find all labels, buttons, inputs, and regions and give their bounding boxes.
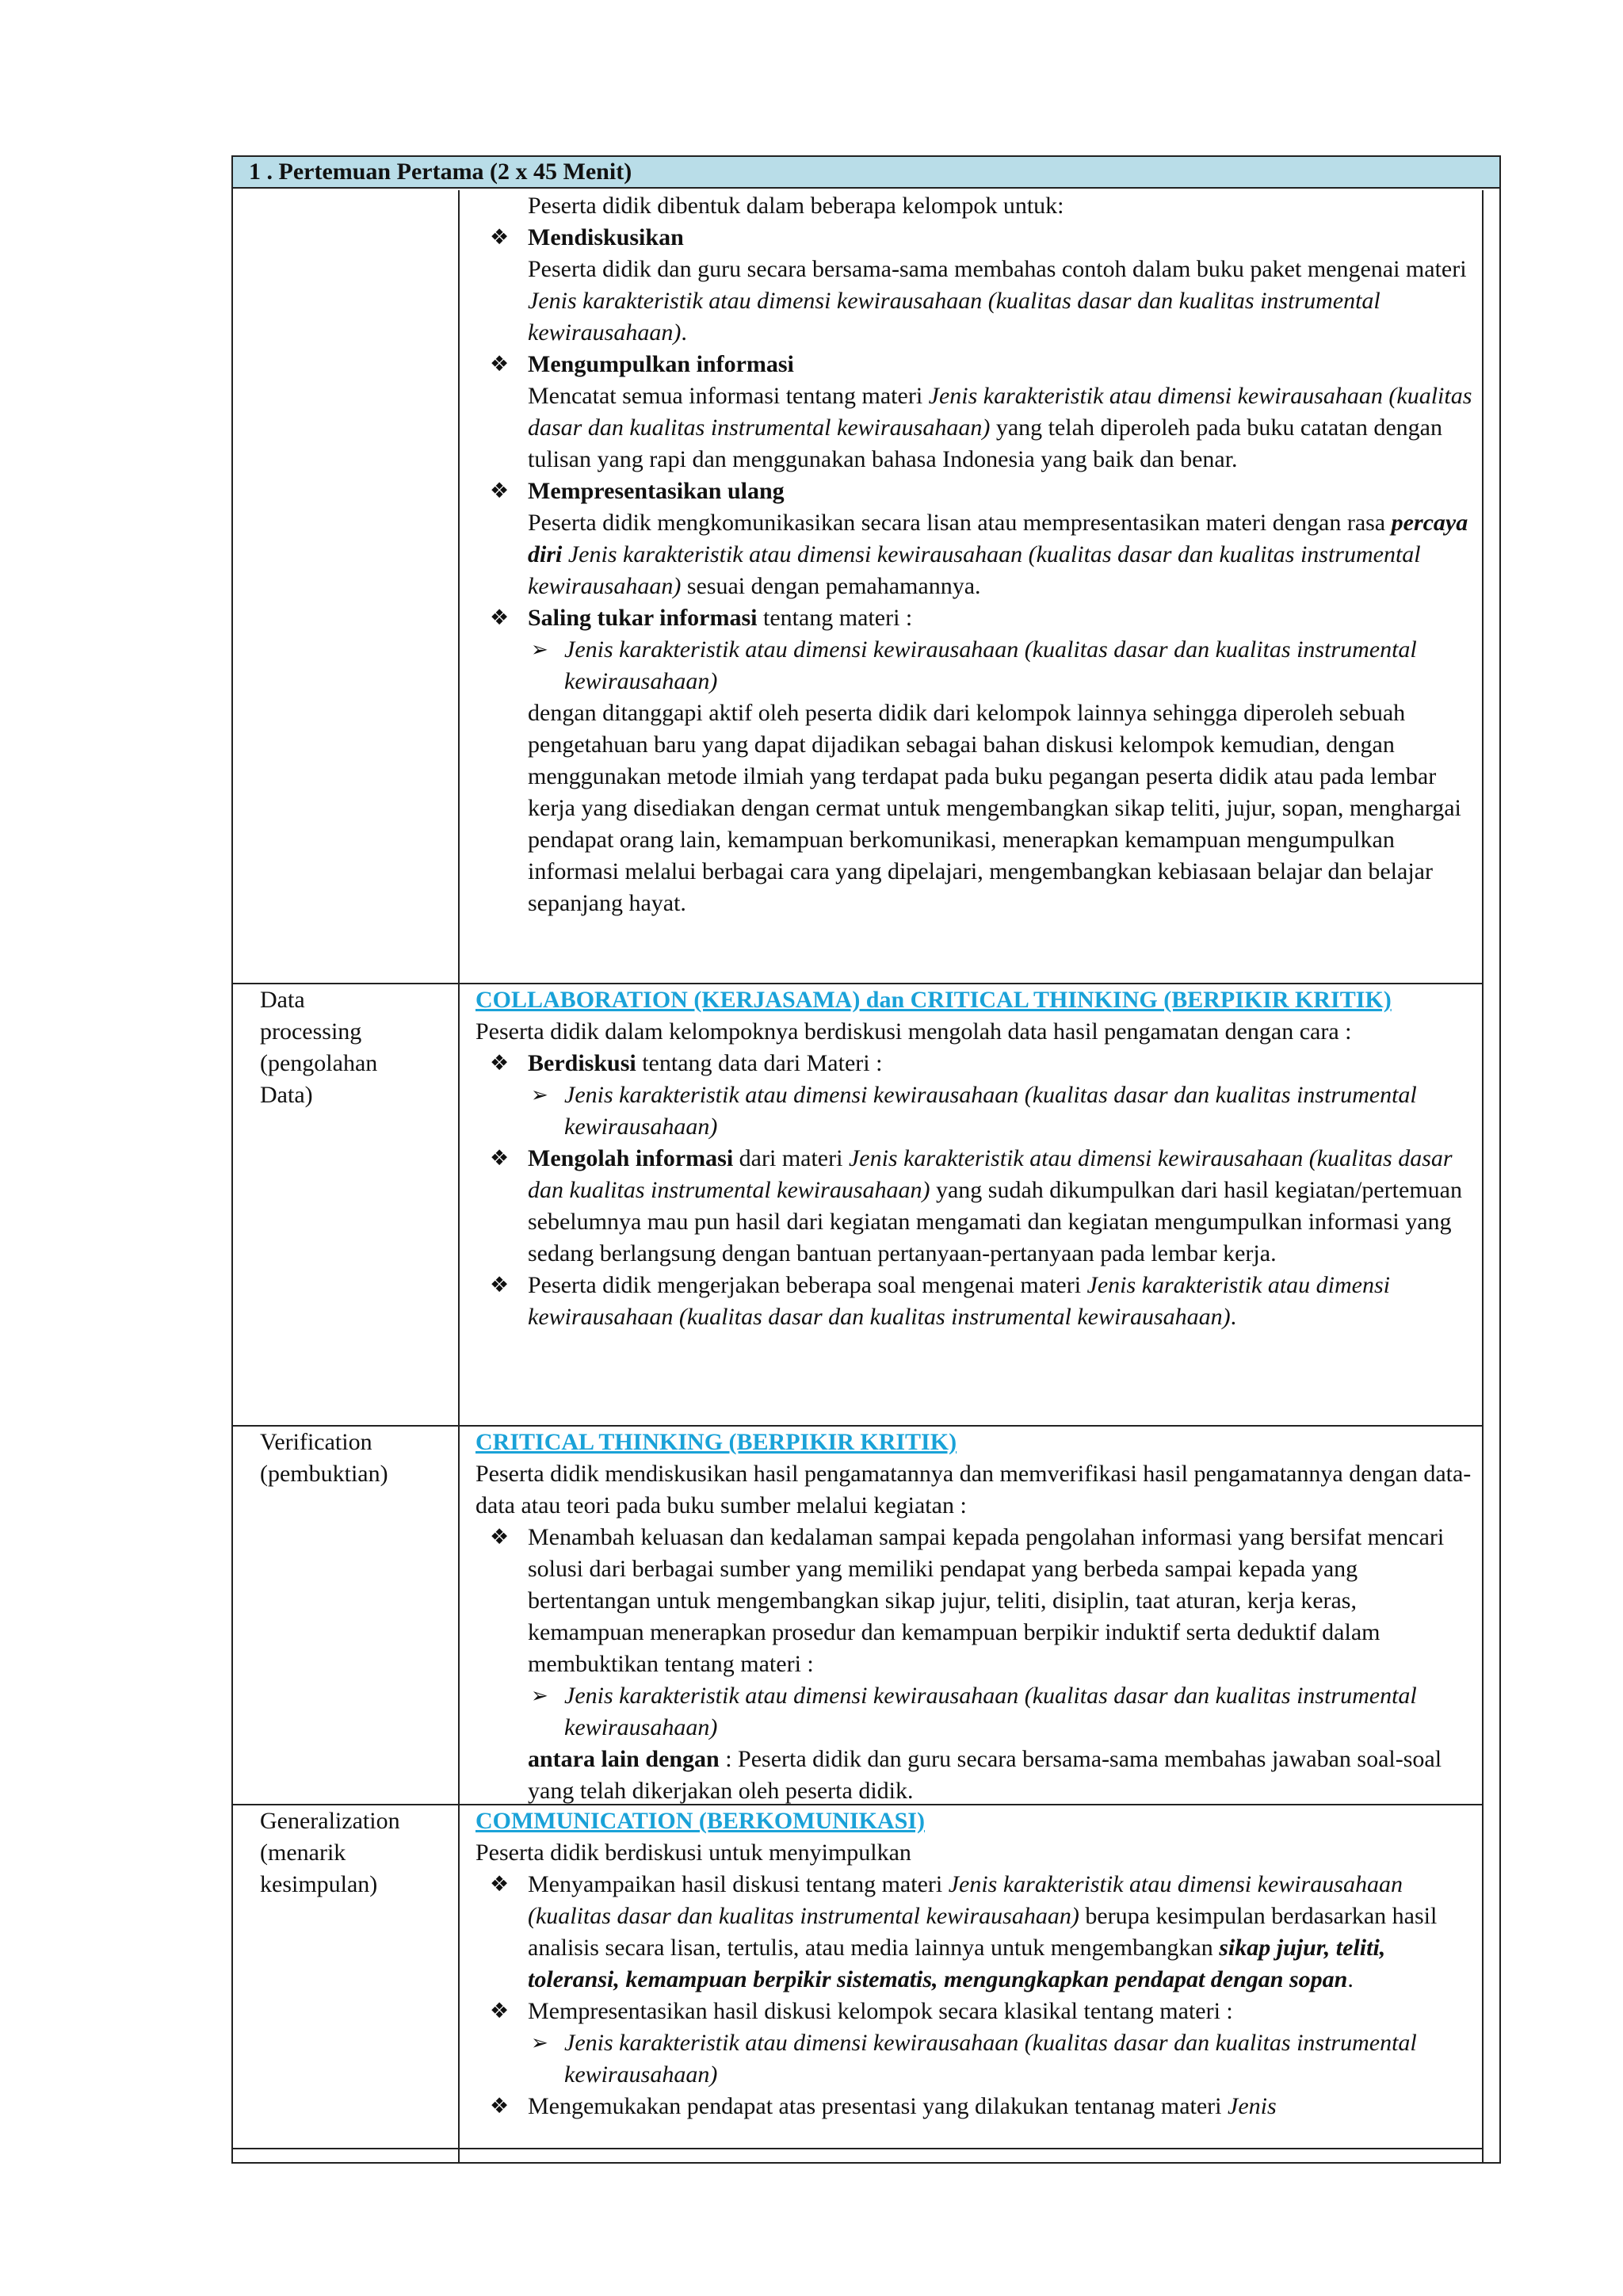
emphasis-text: sikap jujur, teliti, toleransi, kemampuan berpikir sistematis, mengungkapkan pendapat dengan sopan [528,1935,1386,1992]
meeting-header: 1 . Pertemuan Pertama (2 x 45 Menit) [233,157,1499,189]
diamond-bullet-icon: ❖ [490,1525,510,1549]
closing-paragraph: dengan ditanggapi aktif oleh peserta didik dari kelompok lainnya sehingga diperoleh sebuah pengetahuan baru yang dapat dijadikan sebagai bahan diskusi kelompok kemudian, dengan menggunakan metode ilmiah yang terdapat pada buku pegangan peserta didik atau pada lembar kerja yang disediakan dengan cermat untuk mengembangkan sikap teliti, jujur, sopan, menghargai pendapat orang lain, kemampuan berkomunikasi, menerapkan kemampuan mengumpulkan informasi melalui berbagai cara yang dipelajari, mengembangkan kebiasaan belajar dan belajar sepanjang hayat. [528,700,1461,916]
section-intro: Peserta didik dalam kelompoknya berdiskusi mengolah data hasil pengamatan dengan cara : [475,1018,1352,1045]
topic-text: Jenis karakteristik atau dimensi kewirausahaan (kualitas dasar dan kualitas instrumental kewirausahaan) [528,1145,1453,1203]
diamond-bullet-icon: ❖ [490,225,510,250]
diamond-bullet-icon: ❖ [490,1146,510,1171]
stage-label-cell: Data processing (pengolahan Data) [260,987,378,1108]
topic-text: Jenis karakteristik atau dimensi kewirausahaan (kualitas dasar dan kualitas instrumental kewirausahaan) [528,288,1381,346]
activity-cell [475,1805,1476,2122]
emphasis-text: percaya diri [528,510,1468,567]
list-item-berdiskusi: ❖ Berdiskusi tentang data dari Materi : [475,1048,1476,1079]
arrow-bullet-icon: ➢ [531,1684,548,1708]
diamond-bullet-icon: ❖ [490,1999,510,2023]
topic-text: Jenis karakteristik atau dimensi kewirausahaan (kualitas dasar dan kualitas instrumental kewirausahaan) [528,541,1421,599]
topic-text: Jenis karakteristik atau dimensi kewirausahaan (kualitas dasar dan kualitas instrumental kewirausahaan) [564,2030,1417,2088]
topic-text: Jenis karakteristik atau dimensi kewirausahaan (kualitas dasar dan kualitas instrumental kewirausahaan) [528,1272,1390,1330]
topic-text: Jenis karakteristik atau dimensi kewirausahaan (kualitas dasar dan kualitas instrumental kewirausahaan) [528,1871,1403,1929]
section-heading: COLLABORATION (KERJASAMA) dan CRITICAL THINKING (BERPIKIR KRITIK) [475,987,1392,1013]
item-title: Saling tukar informasi [528,605,758,631]
list-item-mengumpulkan: ❖ Mengumpulkan informasi Mencatat semua informasi tentang materi Jenis karakteristik atau dimensi kewirausahaan (kualitas dasar dan kualitas instrumental kewirausahaan) yang telah diperoleh pada buku catatan dengan tulisan yang rapi dan menggunakan bahasa Indonesia yang baik dan benar. [475,349,1476,476]
list-item-saling-tukar: ❖ Saling tukar informasi tentang materi : [475,602,1476,634]
list-item-mempresentasikan: ❖ Mempresentasikan hasil diskusi kelompok secara klasikal tentang materi : [475,1996,1476,2027]
item-title: Berdiskusi [528,1050,636,1076]
row-divider [233,2148,1482,2149]
topic-text: Jenis karakteristik atau dimensi kewirausahaan (kualitas dasar dan kualitas instrumental kewirausahaan) [564,1683,1417,1740]
diamond-bullet-icon: ❖ [490,606,510,630]
list-item-mendiskusikan: ❖ Mendiskusikan Peserta didik dan guru secara bersama-sama membahas contoh dalam buku paket mengenai materi Jenis karakteristik atau dimensi kewirausahaan (kualitas dasar dan kualitas instrumental kewirausahaan). [475,222,1476,349]
list-item-menyampaikan: ❖ Menyampaikan hasil diskusi tentang materi Jenis karakteristik atau dimensi kewirausahaan (kualitas dasar dan kualitas instrumental kewirausahaan) berupa kesimpulan berdasarkan hasil analisis secara lisan, tertulis, atau media lainnya untuk mengembangkan sikap jujur, teliti, toleransi, kemampuan berpikir sistematis, mengungkapkan pendapat dengan sopan. [475,1869,1476,1996]
diamond-bullet-icon: ❖ [490,352,510,376]
section-heading: CRITICAL THINKING (BERPIKIR KRITIK) [475,1429,957,1455]
stage-label-cell: Generalization (menarik kesimpulan) [260,1808,400,1897]
arrow-bullet-icon: ➢ [531,1083,548,1107]
arrow-bullet-icon: ➢ [531,2031,548,2055]
sub-list-item [475,1079,1476,1143]
group-intro: Peserta didik dibentuk dalam beberapa kelompok untuk: [528,193,1064,219]
diamond-bullet-icon: ❖ [490,1051,510,1075]
list-item-menambah: ❖ Menambah keluasan dan kedalaman sampai kepada pengolahan informasi yang bersifat mencari solusi dari berbagai sumber yang memiliki pendapat yang berbeda sampai kepada yang bertentangan untuk mengembangkan sikap jujur, teliti, disiplin, taat aturan, kerja keras, kemampuan menerapkan prosedur dan kemampuan berpikir induktif serta deduktif dalam membuktikan tentang materi : [475,1522,1476,1680]
sub-list-item [475,634,1476,697]
closing-paragraph: antara lain dengan : Peserta didik dan guru secara bersama-sama membahas jawaban soal-soal yang telah dikerjakan oleh peserta didik. [528,1746,1442,1804]
item-title: Mempresentasikan ulang [528,478,785,504]
arrow-bullet-icon: ➢ [531,638,548,662]
stage-label-cell: Verification (pembuktian) [260,1429,388,1487]
sub-list-item [475,2027,1476,2091]
topic-text: Jenis karakteristik atau dimensi kewirausahaan (kualitas dasar dan kualitas instrumental kewirausahaan) [564,636,1417,694]
section-intro: Peserta didik berdiskusi untuk menyimpulkan [475,1839,911,1866]
diamond-bullet-icon: ❖ [490,2094,510,2118]
list-item-mempresentasikan: ❖ Mempresentasikan ulang Peserta didik mengkomunikasikan secara lisan atau mempresentasikan materi dengan rasa percaya diri Jenis karakteristik atau dimensi kewirausahaan (kualitas dasar dan kualitas instrumental kewirausahaan) sesuai dengan pemahamannya. [475,476,1476,602]
diamond-bullet-icon: ❖ [490,479,510,503]
sub-list-item [475,1680,1476,1744]
item-title: Mengolah informasi [528,1145,734,1171]
column-divider-inner-right [1482,190,1484,2162]
list-item-mengolah: ❖ Mengolah informasi dari materi Jenis karakteristik atau dimensi kewirausahaan (kualitas dasar dan kualitas instrumental kewirausahaan) yang sudah dikumpulkan dari hasil kegiatan/pertemuan sebelumnya mau pun hasil dari kegiatan mengamati dan kegiatan mengumpulkan informasi yang sedang berlangsung dengan bantuan pertanyaan-pertanyaan pada lembar kerja. [475,1143,1476,1270]
topic-text: Jenis karakteristik atau dimensi kewirausahaan (kualitas dasar dan kualitas instrumental kewirausahaan) [528,383,1472,441]
activity-cell [475,984,1476,1333]
activity-cell [475,190,1476,919]
section-heading: COMMUNICATION (BERKOMUNIKASI) [475,1808,925,1834]
activity-cell [475,1427,1476,1807]
column-divider [458,190,460,2162]
lesson-table [231,155,1501,2164]
diamond-bullet-icon: ❖ [490,1872,510,1897]
item-title: Mengumpulkan informasi [528,351,794,377]
item-title: Mendiskusikan [528,224,684,250]
diamond-bullet-icon: ❖ [490,1273,510,1297]
section-intro: Peserta didik mendiskusikan hasil pengamatannya dan memverifikasi hasil pengamatannya dengan data-data atau teori pada buku sumber melalui kegiatan : [475,1461,1472,1519]
list-item-soal: ❖ Peserta didik mengerjakan beberapa soal mengenai materi Jenis karakteristik atau dimensi kewirausahaan (kualitas dasar dan kualitas instrumental kewirausahaan). [475,1270,1476,1333]
list-item-mengemukakan: ❖ Mengemukakan pendapat atas presentasi yang dilakukan tentanag materi Jenis [475,2091,1476,2122]
topic-text: Jenis karakteristik atau dimensi kewirausahaan (kualitas dasar dan kualitas instrumental kewirausahaan) [564,1082,1417,1140]
